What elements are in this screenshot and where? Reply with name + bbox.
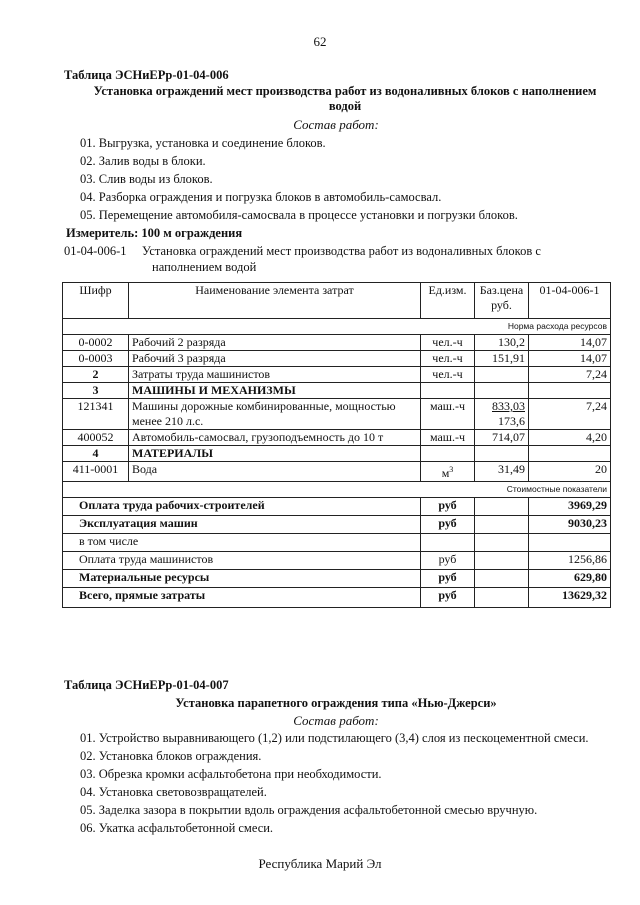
cell-name: Вода	[129, 462, 421, 482]
header-norm-code: 01-04-006-1	[529, 283, 611, 319]
cell-unit-sup: 3	[449, 465, 454, 474]
table-row	[63, 399, 611, 430]
section-code: 3	[63, 383, 129, 399]
cell-value: 7,24	[529, 399, 611, 430]
cell-code: 0-0003	[63, 351, 129, 367]
table-row	[63, 430, 611, 446]
work-step: 04. Установка световозвращателей.	[80, 785, 267, 799]
cell-price	[475, 399, 529, 430]
cell-price: 714,07	[475, 430, 529, 446]
cost-name: Оплата труда рабочих-строителей	[63, 498, 421, 516]
work-step: 02. Установка блоков ограждения.	[80, 749, 262, 763]
cost-unit: руб	[421, 498, 475, 516]
cell-price: 31,49	[475, 462, 529, 482]
cell-code: 411-0001	[63, 462, 129, 482]
cell-value: 7,24	[529, 367, 611, 383]
cell-price	[475, 367, 529, 383]
cost-value: 3969,29	[529, 498, 611, 516]
cell-code: 0-0002	[63, 335, 129, 351]
table-row	[63, 351, 611, 367]
cost-label-row	[63, 482, 611, 498]
cell-price-line2: 173,6	[498, 414, 525, 428]
cell-value: 20	[529, 462, 611, 482]
table-title: Установка ограждений мест производства работ из водоналивных блоков с наполнением водой	[93, 84, 597, 113]
cost-value: 9030,23	[529, 516, 611, 534]
cell-name: Рабочий 3 разряда	[129, 351, 421, 367]
measure-unit: Измеритель: 100 м ограждения	[66, 226, 243, 240]
cell-unit: чел.-ч	[421, 367, 475, 383]
cost-name: Всего, прямые затраты	[63, 588, 421, 608]
norm-label-row	[63, 319, 611, 335]
cost-name: Эксплуатация машин	[63, 516, 421, 534]
cost-value: 1256,86	[529, 552, 611, 570]
cost-unit: руб	[421, 570, 475, 588]
cost-row	[63, 498, 611, 516]
cell-unit: чел.-ч	[421, 351, 475, 367]
cell-code: 121341	[63, 399, 129, 430]
cost-row	[63, 588, 611, 608]
cell-code: 2	[63, 367, 129, 383]
cost-name: Материальные ресурсы	[63, 570, 421, 588]
cell-name: Машины дорожные комбинированные, мощностью менее 210 л.с.	[129, 399, 421, 430]
work-step: 05. Перемещение автомобиля-самосвала в процессе установки и погрузки блоков.	[80, 208, 518, 222]
header-price-line1: Баз.цена	[479, 283, 524, 297]
work-step: 02. Залив воды в блоки.	[80, 154, 206, 168]
table-header-row	[63, 283, 611, 319]
cost-unit: руб	[421, 588, 475, 608]
table-title: Установка парапетного ограждения типа «Нью-Джерси»	[175, 696, 497, 710]
work-step: 01. Устройство выравнивающего (1,2) или подстилающего (3,4) слоя из пескоцементной смеси.	[80, 731, 589, 745]
cost-unit: руб	[421, 552, 475, 570]
table-code: Таблица ЭСНиЕРр-01-04-007	[64, 678, 229, 692]
cost-value	[529, 534, 611, 552]
work-composition-label: Состав работ:	[293, 117, 379, 132]
cost-name: в том числе	[63, 534, 421, 552]
cell-unit	[421, 462, 475, 482]
section-name: МАШИНЫ И МЕХАНИЗМЫ	[129, 383, 421, 399]
cell-name: Автомобиль-самосвал, грузоподъемность до 10 т	[129, 430, 421, 446]
work-composition-label: Состав работ:	[293, 713, 379, 728]
cost-name: Оплата труда машинистов	[63, 552, 421, 570]
section-code: 4	[63, 446, 129, 462]
cost-row	[63, 516, 611, 534]
work-step: 05. Заделка зазора в покрытии вдоль ограждения асфальтобетонной смесью вручную.	[80, 803, 538, 817]
table-row	[63, 367, 611, 383]
reference-text-cont: наполнением водой	[152, 260, 257, 274]
section-row	[63, 446, 611, 462]
cost-row	[63, 552, 611, 570]
cell-name: Затраты труда машинистов	[129, 367, 421, 383]
table-code: Таблица ЭСНиЕРр-01-04-006	[64, 68, 229, 82]
cost-row	[63, 570, 611, 588]
footer-region: Республика Марий Эл	[258, 856, 382, 871]
resource-table	[62, 282, 611, 608]
reference-text: Установка ограждений мест производства работ из водоналивных блоков с	[142, 244, 541, 258]
work-step: 03. Слив воды из блоков.	[80, 172, 213, 186]
header-code: Шифр	[63, 283, 129, 319]
cell-price: 151,91	[475, 351, 529, 367]
section-name: МАТЕРИАЛЫ	[129, 446, 421, 462]
work-step: 03. Обрезка кромки асфальтобетона при необходимости.	[80, 767, 382, 781]
cost-row	[63, 534, 611, 552]
header-unit: Ед.изм.	[421, 283, 475, 319]
reference-code: 01-04-006-1	[64, 244, 127, 258]
cell-value: 4,20	[529, 430, 611, 446]
cell-name: Рабочий 2 разряда	[129, 335, 421, 351]
cell-price: 130,2	[475, 335, 529, 351]
cost-value: 629,80	[529, 570, 611, 588]
cell-value: 14,07	[529, 351, 611, 367]
norm-label: Норма расхода ресурсов	[63, 319, 611, 335]
cell-unit: чел.-ч	[421, 335, 475, 351]
table-row	[63, 335, 611, 351]
cell-unit: маш.-ч	[421, 399, 475, 430]
cell-unit: маш.-ч	[421, 430, 475, 446]
work-step: 01. Выгрузка, установка и соединение блоков.	[80, 136, 326, 150]
cost-unit: руб	[421, 516, 475, 534]
section-row	[63, 383, 611, 399]
cost-value: 13629,32	[529, 588, 611, 608]
work-step: 06. Укатка асфальтобетонной смеси.	[80, 821, 274, 835]
cell-price-line1: 833,03	[492, 399, 525, 413]
cell-unit-base: м	[441, 466, 450, 480]
page-number: 62	[313, 34, 327, 49]
cost-label: Стоимостные показатели	[63, 482, 611, 498]
header-price-line2: руб.	[491, 298, 512, 312]
work-step: 04. Разборка ограждения и погрузка блоков в автомобиль-самосвал.	[80, 190, 442, 204]
cell-code: 400052	[63, 430, 129, 446]
cell-value: 14,07	[529, 335, 611, 351]
header-price	[475, 283, 529, 319]
table-row	[63, 462, 611, 482]
header-name: Наименование элемента затрат	[129, 283, 421, 319]
cost-unit	[421, 534, 475, 552]
